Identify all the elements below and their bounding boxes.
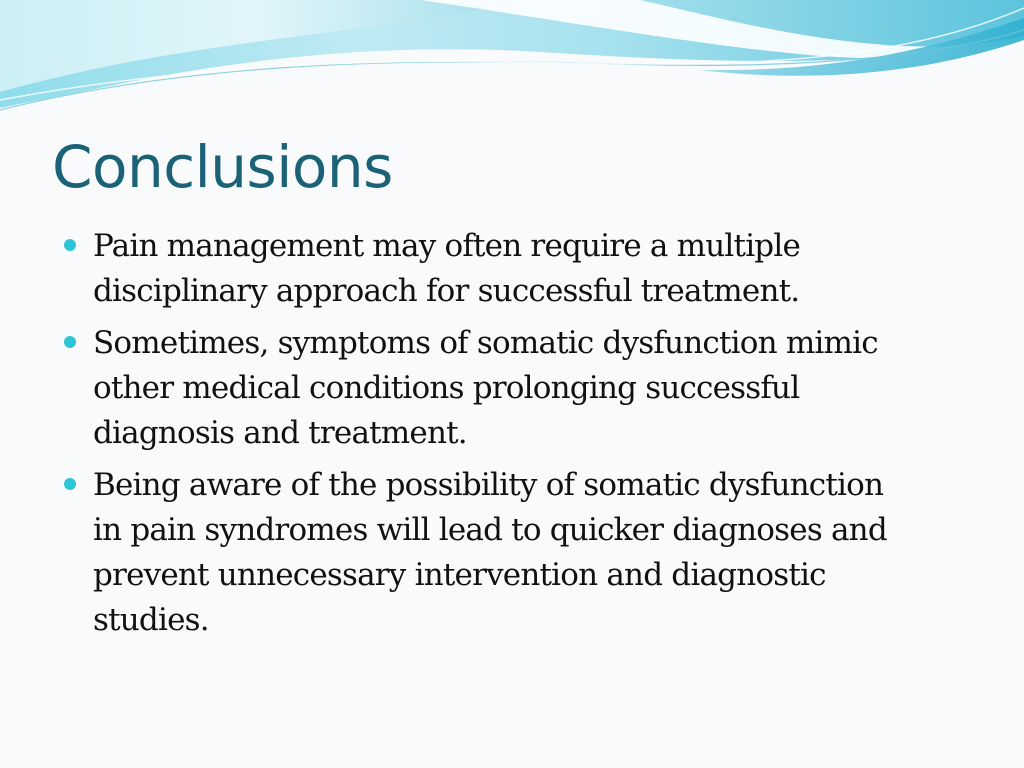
bullet-list: [60, 224, 960, 650]
bullet-line: Pain management may often require a multiple: [93, 228, 801, 264]
bullet-line: other medical conditions prolonging successful: [93, 370, 800, 406]
bullet-line: diagnosis and treatment.: [93, 415, 467, 451]
bullet-item: [60, 321, 960, 456]
bullet-line: Sometimes, symptoms of somatic dysfunction mimic: [93, 325, 878, 361]
bullet-marker-icon: [64, 239, 76, 251]
bullet-line: studies.: [93, 602, 209, 638]
bullet-marker-icon: [64, 478, 76, 490]
bullet-line: disciplinary approach for successful treatment.: [93, 273, 800, 309]
bullet-item: [60, 224, 960, 314]
wave-header-decoration: [0, 0, 1024, 130]
bullet-line: Being aware of the possibility of somatic dysfunction: [93, 467, 884, 503]
bullet-line: prevent unnecessary intervention and diagnostic: [93, 557, 826, 593]
bullet-item: [60, 463, 960, 643]
slide-title: Conclusions: [52, 133, 393, 201]
bullet-line: in pain syndromes will lead to quicker diagnoses and: [93, 512, 887, 548]
bullet-marker-icon: [64, 336, 76, 348]
